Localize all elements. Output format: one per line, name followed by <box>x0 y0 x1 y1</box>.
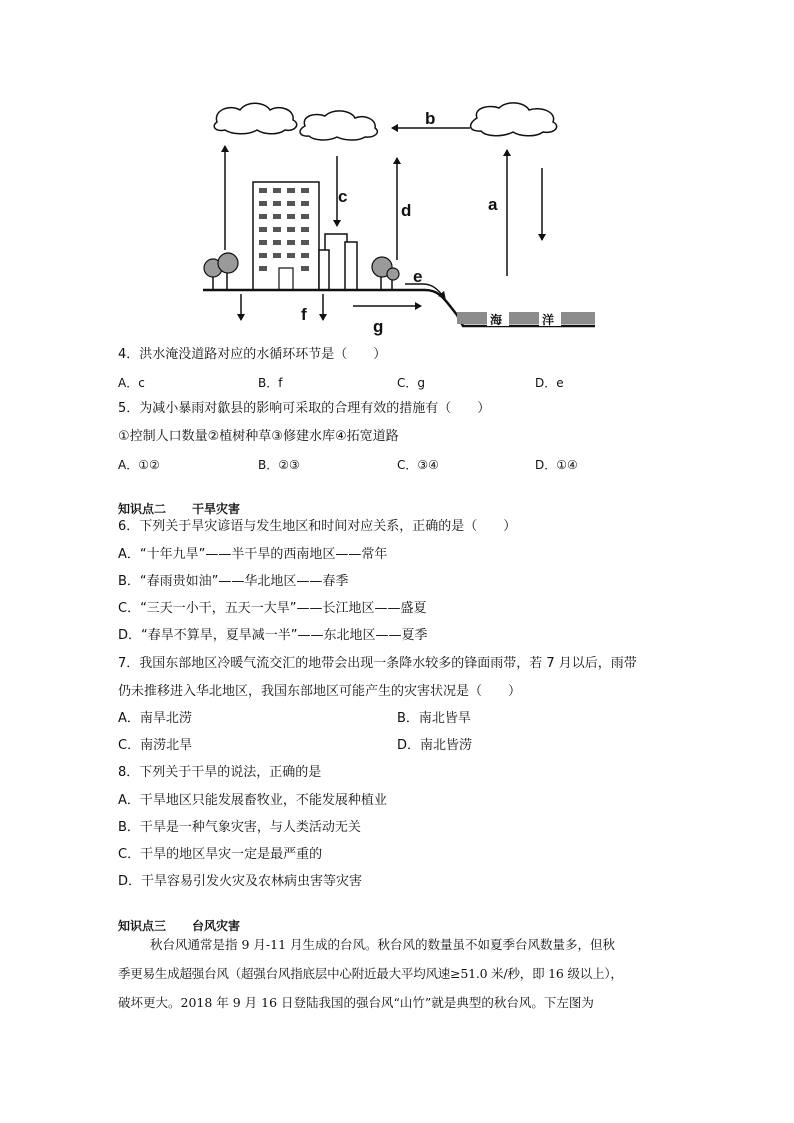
label-g: g <box>373 317 384 336</box>
sea <box>457 310 595 327</box>
sea-char-2: 洋 <box>542 313 555 327</box>
sea-char-1: 海 <box>490 313 503 327</box>
q6-option-b[interactable]: B．“春雨贵如油”——华北地区——春季 <box>118 574 349 589</box>
q7-option-a[interactable]: A．南旱北涝 <box>118 711 192 726</box>
q4-option-c[interactable]: C．g <box>397 376 425 390</box>
tree-left <box>204 253 238 290</box>
tree-right <box>372 257 399 290</box>
q5-option-d[interactable]: D．①④ <box>535 458 578 472</box>
label-f: f <box>301 305 307 324</box>
cloud-left <box>214 103 297 134</box>
section2-title: 干旱灾害 <box>192 502 241 516</box>
q4-option-b[interactable]: B．f <box>258 376 283 390</box>
q6-option-d[interactable]: D．“春旱不算旱，夏旱减一半”——东北地区——夏季 <box>118 628 428 643</box>
q7-stem-line2: 仍未推移进入华北地区，我国东部地区可能产生的灾害状况是（ ） <box>118 684 522 699</box>
section2-label: 知识点二 <box>118 502 167 516</box>
q7-option-c[interactable]: C．南涝北旱 <box>118 738 193 753</box>
label-c: c <box>338 187 348 206</box>
section3-title: 台风灾害 <box>192 919 241 933</box>
q6-stem: 6．下列关于旱灾谚语与发生地区和时间对应关系，正确的是（ ） <box>118 519 517 534</box>
cloud-middle <box>300 111 377 140</box>
q5-option-b[interactable]: B．②③ <box>258 458 300 472</box>
q8-option-b[interactable]: B．干旱是一种气象灾害，与人类活动无关 <box>118 820 361 835</box>
q8-option-a[interactable]: A．干旱地区只能发展畜牧业，不能发展种植业 <box>118 793 387 808</box>
tall-building <box>253 182 319 290</box>
q5-stem: 5．为减小暴雨对歙县的影响可采取的合理有效的措施有（ ） <box>118 401 491 416</box>
label-b: b <box>425 109 436 128</box>
section3-heading <box>118 917 240 935</box>
q5-option-a[interactable]: A．①② <box>118 458 160 472</box>
q6-option-a[interactable]: A．“十年九旱”——半干旱的西南地区——常年 <box>118 547 388 562</box>
q8-option-d[interactable]: D．干旱容易引发火灾及农林病虫害等灾害 <box>118 874 363 889</box>
q4-option-a[interactable]: A．c <box>118 376 145 390</box>
water-cycle-diagram <box>195 100 605 340</box>
q7-stem-line1: 7．我国东部地区冷暖气流交汇的地带会出现一条降水较多的锋面雨带，若 7 月以后，雨带 <box>118 656 637 671</box>
q5-option-c[interactable]: C．③④ <box>397 458 439 472</box>
q5-measures: ①控制人口数量②植树种草③修建水库④拓宽道路 <box>118 429 399 444</box>
q8-option-c[interactable]: C．干旱的地区旱灾一定是最严重的 <box>118 847 323 862</box>
passage-line1: 秋台风通常是指 9 月-11 月生成的台风。秋台风的数量虽不如夏季台风数量多，但秋 <box>150 937 616 952</box>
q8-stem: 8．下列关于干旱的说法，正确的是 <box>118 765 322 780</box>
q6-option-c[interactable]: C．“三天一小干，五天一大旱”——长江地区——盛夏 <box>118 601 427 616</box>
section2-heading <box>118 500 240 518</box>
passage-line3: 破坏更大。2018 年 9 月 16 日登陆我国的强台风“山竹”就是典型的秋台风。下左图为 <box>118 995 594 1010</box>
q4-stem: 4．洪水淹没道路对应的水循环环节是（ ） <box>118 347 387 362</box>
small-buildings <box>319 234 357 290</box>
label-e: e <box>413 267 423 286</box>
passage-line2: 季更易生成超强台风（超强台风指底层中心附近最大平均风速≥51.0 米/秒，即 16 级以上）， <box>118 966 623 981</box>
label-a: a <box>488 195 498 214</box>
q4-option-d[interactable]: D．e <box>535 376 564 390</box>
q7-option-b[interactable]: B．南北皆旱 <box>397 711 471 726</box>
label-d: d <box>401 201 412 220</box>
q7-option-d[interactable]: D．南北皆涝 <box>397 738 473 753</box>
cloud-right <box>471 103 557 136</box>
section3-label: 知识点三 <box>118 919 167 933</box>
